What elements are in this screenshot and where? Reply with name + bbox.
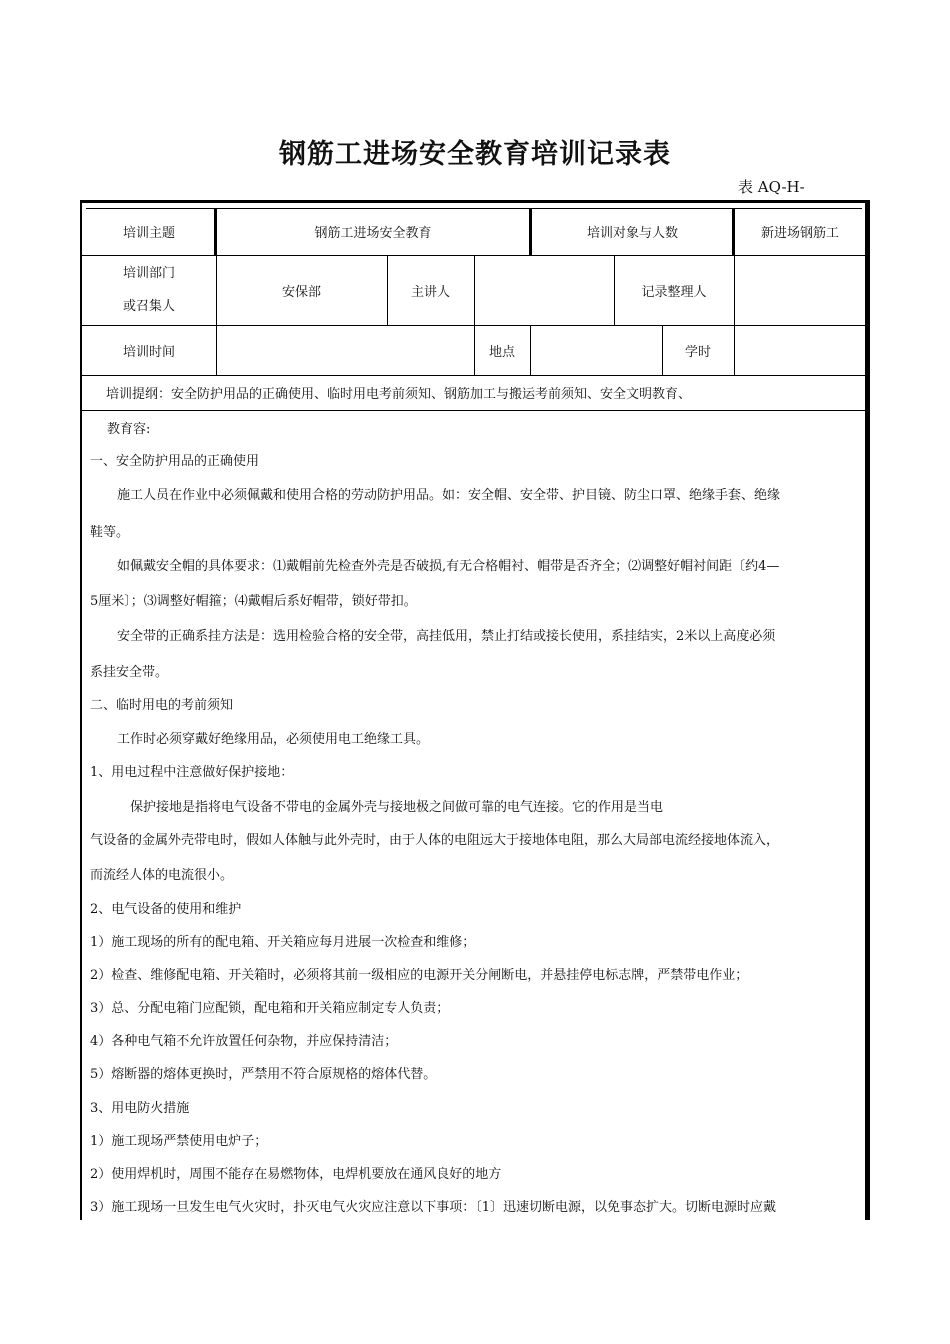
section-heading: 一、安全防护用品的正确使用 xyxy=(90,454,260,469)
training-dept-value: 安保部 xyxy=(281,284,321,300)
training-target-label: 培训对象与人数 xyxy=(586,226,678,241)
content-line: 2）使用焊机时，周围不能存在易燃物体，电焊机要放在通风良好的地方 xyxy=(90,1167,502,1182)
training-time-label: 培训时间 xyxy=(122,344,175,360)
subsection-heading: 1、用电过程中注意做好保护接地： xyxy=(90,765,294,780)
content-line: 5）熔断器的熔体更换时，严禁用不符合原规格的熔体代替。 xyxy=(90,1067,437,1082)
hours-label: 学时 xyxy=(684,344,711,360)
content-line: 3）施工现场一旦发生电气火灾时，扑灭电气火灾应注意以下事项：〔1〕迅速切断电源，以免事态扩大。切断电源时应戴 xyxy=(90,1200,777,1215)
content-line: 3）总、分配电箱门应配锁，配电箱和开关箱应制定专人负责； xyxy=(90,1001,450,1016)
content-line: 1）施工现场严禁使用电炉子； xyxy=(90,1134,268,1149)
content-line: 施工人员在作业中必须佩戴和使用合格的劳动防护用品。如：安全帽、安全带、护目镜、防尘口罩、绝缘手套、绝缘 xyxy=(117,488,781,503)
content-line: 工作时必须穿戴好绝缘用品，必须使用电工绝缘工具。 xyxy=(117,732,430,747)
document-title: 钢筋工进场安全教育培训记录表 xyxy=(279,139,671,170)
speaker-value[interactable] xyxy=(474,255,614,325)
training-time-value[interactable] xyxy=(216,325,474,375)
content-line: 如佩戴安全帽的具体要求：⑴戴帽前先检查外壳是否破损,有无合格帽衬、帽带是否齐全；⑵调整好帽衬间距〔约4— xyxy=(117,559,780,574)
content-line: 而流经人体的电流很小。 xyxy=(90,868,234,883)
speaker-label: 主讲人 xyxy=(410,284,450,300)
training-dept-label-line1: 培训部门 xyxy=(122,266,175,281)
content-line: 安全带的正确系挂方法是：选用检验合格的安全带，高挂低用，禁止打结或接长使用，系挂结实，2米以上高度必须 xyxy=(117,629,776,644)
training-target-value: 新进场钢筋工 xyxy=(760,226,839,241)
form-code: 表 AQ-H- xyxy=(738,178,805,196)
content-line: 5厘米〕；⑶调整好帽箍；⑷戴帽后系好帽带，锁好带扣。 xyxy=(90,594,417,609)
content-line: 4）各种电气箱不允许放置任何杂物，并应保持清洁； xyxy=(90,1034,398,1049)
subsection-heading: 3、用电防火措施 xyxy=(90,1101,190,1116)
content-line: 保护接地是指将电气设备不带电的金属外壳与接地极之间做可靠的电气连接。它的作用是当电 xyxy=(130,800,664,815)
subsection-heading: 2、电气设备的使用和维护 xyxy=(90,902,242,917)
record-table xyxy=(80,200,870,1220)
place-value[interactable] xyxy=(530,325,662,375)
content-line: 1）施工现场的所有的配电箱、开关箱应每月进展一次检查和维修； xyxy=(90,935,476,950)
training-outline: 培训提纲：安全防护用品的正确使用、临时用电考前须知、钢筋加工与搬运考前须知、安全文明教育、 xyxy=(106,387,692,402)
row-divider xyxy=(82,410,865,411)
training-dept-label-line2: 或召集人 xyxy=(122,299,175,314)
recorder-value[interactable] xyxy=(734,255,865,325)
recorder-label: 记录整理人 xyxy=(641,284,707,300)
place-label: 地点 xyxy=(488,344,515,360)
content-line: 气设备的金属外壳带电时，假如人体触与此外壳时，由于人体的电阻远大于接地体电阻，那么大局部电流经接地体流入， xyxy=(90,833,780,848)
content-line: 教育容: xyxy=(107,422,151,437)
training-topic-label: 培训主题 xyxy=(122,226,175,241)
content-line: 系挂安全带。 xyxy=(90,665,169,680)
content-line: 鞋等。 xyxy=(90,525,130,540)
hours-value[interactable] xyxy=(734,325,865,375)
training-topic-value: 钢筋工进场安全教育 xyxy=(314,226,432,241)
content-line: 2）检查、维修配电箱、开关箱时，必须将其前一级相应的电源开关分闸断电，并悬挂停电标志牌，严禁带电作业； xyxy=(90,968,749,983)
section-heading: 二、临时用电的考前须知 xyxy=(90,698,234,713)
training-dept-label xyxy=(82,255,216,325)
